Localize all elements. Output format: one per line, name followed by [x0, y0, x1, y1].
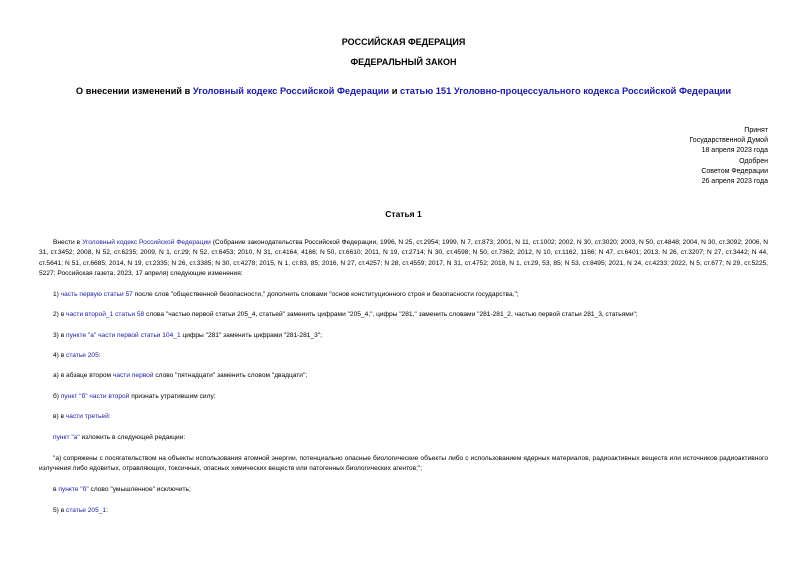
adopted-by: Государственной Думой: [689, 137, 768, 145]
item-1-link[interactable]: часть первую статьи 57: [60, 291, 133, 298]
law-title-middle: и: [389, 86, 401, 96]
intro-criminal-code-link[interactable]: Уголовный кодекс Российской Федерации: [82, 239, 211, 246]
approved-date: 26 апреля 2023 года: [701, 178, 768, 186]
item-1-text: после слов "общественной безопасности," дополнить словами "основ конституционного строя и безопасности государства,";: [132, 291, 519, 298]
item-4-text: :: [98, 352, 101, 359]
item-2-number: 2) в: [53, 311, 67, 318]
amendment-item-2: [39, 310, 768, 320]
item-4e-link[interactable]: пункте "б": [58, 486, 89, 493]
doc-type-heading: ФЕДЕРАЛЬНЫЙ ЗАКОН: [350, 57, 457, 67]
item-1-number: 1): [53, 291, 61, 298]
item-5-text: :: [106, 507, 108, 514]
amendment-item-5: [39, 506, 768, 516]
article-heading: Статья 1: [385, 209, 422, 219]
item-4a-text-start: а) в абзаце втором: [53, 372, 113, 379]
adopted-date: 18 апреля 2023 года: [701, 147, 768, 155]
law-title: [0, 86, 807, 96]
item-4-number: 4) в: [53, 352, 67, 359]
adoption-block: [689, 126, 768, 187]
item-4c-text-end: :: [108, 413, 111, 420]
item-2-link[interactable]: части второй_1 статьи 58: [66, 311, 145, 318]
intro-text-start: Внести в: [53, 239, 83, 246]
country-heading: РОССИЙСКАЯ ФЕДЕРАЦИЯ: [341, 37, 466, 47]
item-4b-text-start: б): [53, 393, 61, 400]
item-4a-text-end: слово "пятнадцати" заменить словом "двадцати";: [153, 372, 308, 379]
item-4c-sub-text: изложить в следующей редакции:: [79, 434, 186, 441]
item-2-text: слова "частью первой статьи 205_4, статьей" заменить цифрами "205_4,", цифры "281," заменить словами "281-281_2, частью первой статьи 281_3, статьями";: [144, 311, 638, 318]
approved-label: Одобрен: [739, 157, 768, 165]
intro-paragraph: [39, 238, 768, 280]
item-4-link[interactable]: статье 205: [66, 352, 99, 359]
criminal-procedure-code-link[interactable]: статью 151 Уголовно-процессуального кодекса Российской Федерации: [400, 86, 732, 96]
item-4e-text-start: в: [53, 486, 59, 493]
approved-by: Советом Федерации: [701, 167, 768, 175]
amendment-item-4c: [39, 412, 768, 422]
amendment-quote: "а) сопряжены с посягательством на объекты использования атомной энергии, потенциально опасные биологические объекты либо с использованием ядерных материалов, радиоактивных веществ или источников радиоактивного излучения либо ядовитых, отравляющих, токсичных, опасных химических веществ или патогенных биологических агентов;";: [39, 455, 768, 473]
item-4c-sub-link[interactable]: пункт "а": [53, 434, 80, 441]
item-4a-link[interactable]: части первой: [112, 372, 154, 379]
item-4b-text-end: признать утратившим силу;: [129, 393, 216, 400]
item-3-number: 3) в: [53, 332, 67, 339]
intro-text-body: (Собрание законодательства Российской Федерации, 1996, N 25, ст.2954; 1999, N 7, ст.873; 2001, N 11, ст.1002; 2002, N 30, ст.3020; 2003, N 50, ст.4848; 2004, N 30, ст.3092; 2006, N 31, ст.3452; 2008, N 52, ст.6235; 2009, N 1, ст.29; N 52, ст.6453; 2010, N 31, ст.4164, 4166; N 50, ст.6610; 2011, N 19, ст.2714; N 30, ст.4598; N 50, ст.7362; 2012, N 10, ст.1162, 1166; N 47, ст.6401; 2013, N 26, ст.3207; N 27, ст.3442; N 44, ст.5641; N 51, ст.6685; 2014, N 19, ст.2335; N 26, ст.3385; N 30, ст.4278; 2015, N 1, ст.83, 85; 2016, N 27, ст.4257; N 28, ст.4559; 2017, N 31, ст.4752; 2018, N 1, ст.29, 53, 85; N 53, ст.8495; 2021, N 24, ст.4233; 2022, N 5, ст.677; N 29, ст.5225, 5227; Российская газета, 2023, 17 апреля) следующие изменения:: [39, 239, 768, 278]
law-title-prefix: О внесении изменений в: [75, 86, 193, 96]
amendment-item-1: [39, 290, 768, 300]
amendment-item-4e: [39, 485, 768, 495]
item-4c-text-start: в) в: [53, 413, 66, 420]
item-4b-link[interactable]: пункт "б" части второй: [60, 393, 130, 400]
item-4c-link[interactable]: части третьей: [65, 413, 109, 420]
item-4e-text-end: слово "умышленное" исключить;: [88, 486, 191, 493]
amendment-item-3: [39, 331, 768, 341]
item-5-number: 5) в: [53, 507, 67, 514]
item-5-link[interactable]: статье 205_1: [66, 507, 107, 514]
criminal-code-link[interactable]: Уголовный кодекс Российской Федерации: [192, 86, 390, 96]
amendment-item-4: [39, 351, 768, 361]
item-3-text: цифры "281" заменить цифрами "281-281_3";: [180, 332, 322, 339]
item-3-link[interactable]: пункте "а" части первой статьи 104_1: [66, 332, 181, 339]
adopted-label: Принят: [744, 127, 768, 134]
amendment-item-4c-sub: [39, 433, 768, 443]
amendment-item-4b: [39, 392, 768, 402]
amendment-item-4a: [39, 371, 768, 381]
